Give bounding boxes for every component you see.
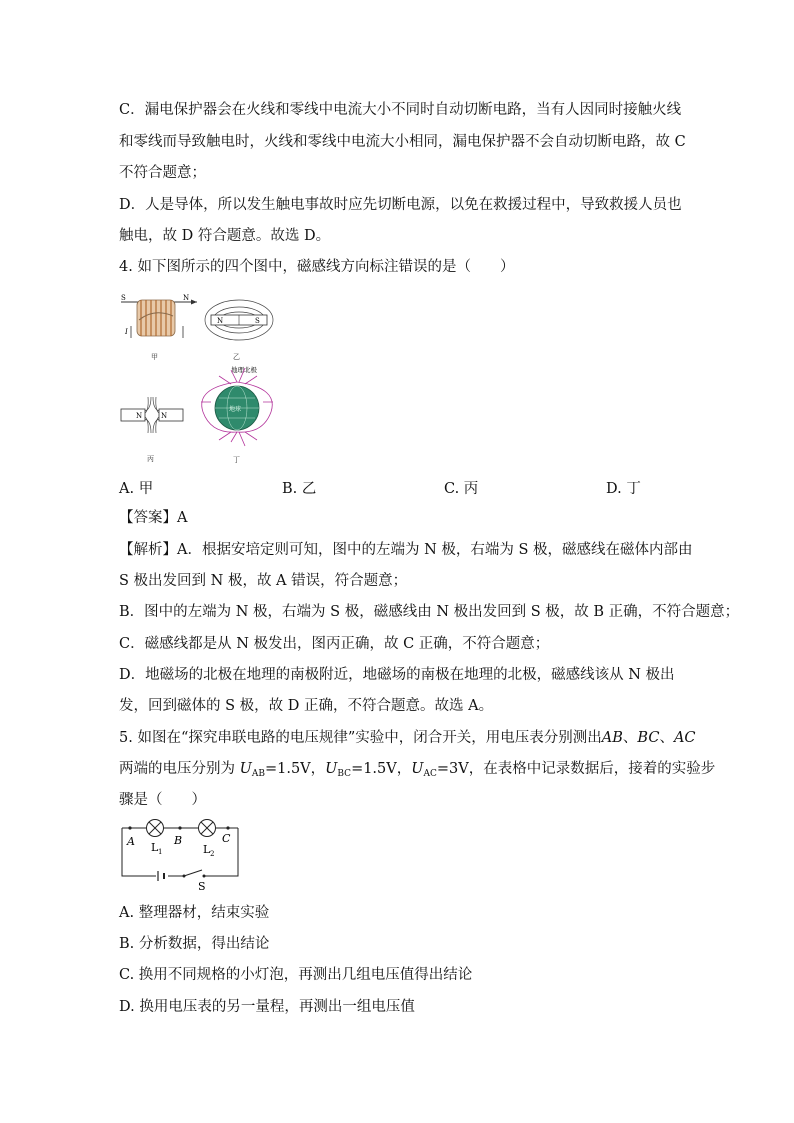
earth-label: 地球 — [229, 406, 242, 413]
text-line: 触电，故 D 符合题意。故选 D。 — [119, 228, 331, 244]
explanation-line: D．地磁场的北极在地理的南极附近，地磁场的南极在地理的北极，磁感线该从 N 极出 — [119, 667, 675, 683]
q4-option-c: C. 丙 — [444, 481, 479, 497]
q4-option-b: B. 乙 — [282, 481, 317, 497]
text-line: 和零线而导致触电时，火线和零线中电流大小相同，漏电保护器不会自动切断电路，故 C — [119, 134, 686, 150]
q5-text: 两端的电压分别为 — [119, 761, 235, 777]
pole-n-label: N — [136, 412, 143, 420]
q5-sub: BC — [337, 769, 352, 779]
q5-option-b: B. 分析数据，得出结论 — [119, 936, 270, 952]
lamp-l2-sub: 2 — [210, 850, 215, 858]
text-line: C．漏电保护器会在火线和零线中电流大小不同时自动切断电路，当有人因同时接触火线 — [119, 102, 682, 118]
q5-val: =1.5V， — [264, 761, 326, 777]
lamp-l1-sub: 1 — [158, 848, 163, 856]
lamp-l2-label: L — [203, 843, 211, 856]
question-4-stem: 4. 如下图所示的四个图中，磁感线方向标注错误的是（ ） — [119, 259, 515, 275]
explanation-line: 【解析】A．根据安培定则可知，图中的左端为 N 极，右端为 S 极，磁感线在磁体内部由 — [119, 542, 693, 558]
question-5-stem — [119, 728, 696, 748]
text-line: 不符合题意； — [119, 165, 206, 181]
pole-s-label: S — [121, 294, 126, 302]
question-5-stem: 骤是（ ） — [119, 792, 206, 808]
q5-text: ，在表格中记录数据后，接着的实验步 — [468, 761, 716, 777]
pole-n-label: N — [217, 317, 224, 325]
text-line: D．人是导体，所以发生触电事故时应先切断电源，以免在救援过程中，导致救援人员也 — [119, 197, 682, 213]
switch-label: S — [198, 880, 206, 892]
q5-sub: AB — [251, 769, 265, 779]
figure-yi-bar-magnet — [203, 296, 275, 348]
q5-option-d: D. 换用电压表的另一量程，再测出一组电压值 — [119, 999, 415, 1015]
q5-val: =3V — [436, 761, 469, 777]
q5-u: U — [411, 761, 424, 777]
q5-sub: AC — [423, 769, 437, 779]
q5-option-a: A. 整理器材，结束实验 — [119, 905, 270, 921]
geographic-north-label: 地理北极 — [231, 366, 257, 374]
figure-ding-earth-field — [197, 362, 277, 454]
lamp-l1-label: L — [151, 841, 159, 854]
q5-val: =1.5V， — [351, 761, 412, 777]
q5-bc: BC — [637, 730, 660, 746]
q5-option-c: C. 换用不同规格的小灯泡，再测出几组电压值得出结论 — [119, 967, 473, 983]
q5-text: 5. 如图在“探究串联电路的电压规律”实验中，闭合开关，用电压表分别测出 — [119, 730, 602, 746]
explanation-line: S 极出发回到 N 极，故 A 错误，符合题意； — [119, 573, 408, 589]
q4-option-a: A. 甲 — [119, 481, 154, 497]
lamp-l2-icon — [199, 820, 216, 837]
caption-yi: 乙 — [233, 353, 240, 361]
caption-bing: 丙 — [147, 455, 154, 463]
pole-n-label: N — [161, 412, 168, 420]
q5-sep: 、 — [622, 730, 638, 746]
node-b-label: B — [174, 834, 183, 847]
current-label: I — [125, 328, 128, 336]
caption-ding: 丁 — [233, 456, 240, 464]
explanation-line: B．图中的左端为 N 极，右端为 S 极，磁感线由 N 极出发回到 S 极，故 B 正确，不符合题意； — [119, 604, 740, 620]
question-5-stem — [119, 759, 715, 784]
caption-jia: 甲 — [151, 353, 158, 361]
q5-u: U — [239, 761, 252, 777]
pole-n-label: N — [183, 294, 190, 302]
q5-sep: 、 — [659, 730, 674, 746]
lamp-l1-icon — [147, 820, 164, 837]
figure-bing-two-n-poles — [119, 395, 185, 435]
q4-option-d: D. 丁 — [606, 481, 641, 497]
q5-ac: AC — [673, 730, 696, 746]
q5-u: U — [325, 761, 338, 777]
q5-ab: AB — [601, 730, 623, 746]
node-a-label: A — [127, 835, 135, 848]
explanation-line: 发，回到磁体的 S 极，故 D 正确，不符合题意。故选 A。 — [119, 698, 494, 714]
node-c-label: C — [222, 832, 231, 845]
explanation-line: C．磁感线都是从 N 极发出，图丙正确，故 C 正确，不符合题意； — [119, 636, 550, 652]
figure-jia-solenoid — [119, 290, 199, 350]
pole-s-label: S — [255, 317, 260, 325]
answer-line: 【答案】A — [119, 510, 188, 526]
circuit-diagram — [118, 816, 242, 892]
